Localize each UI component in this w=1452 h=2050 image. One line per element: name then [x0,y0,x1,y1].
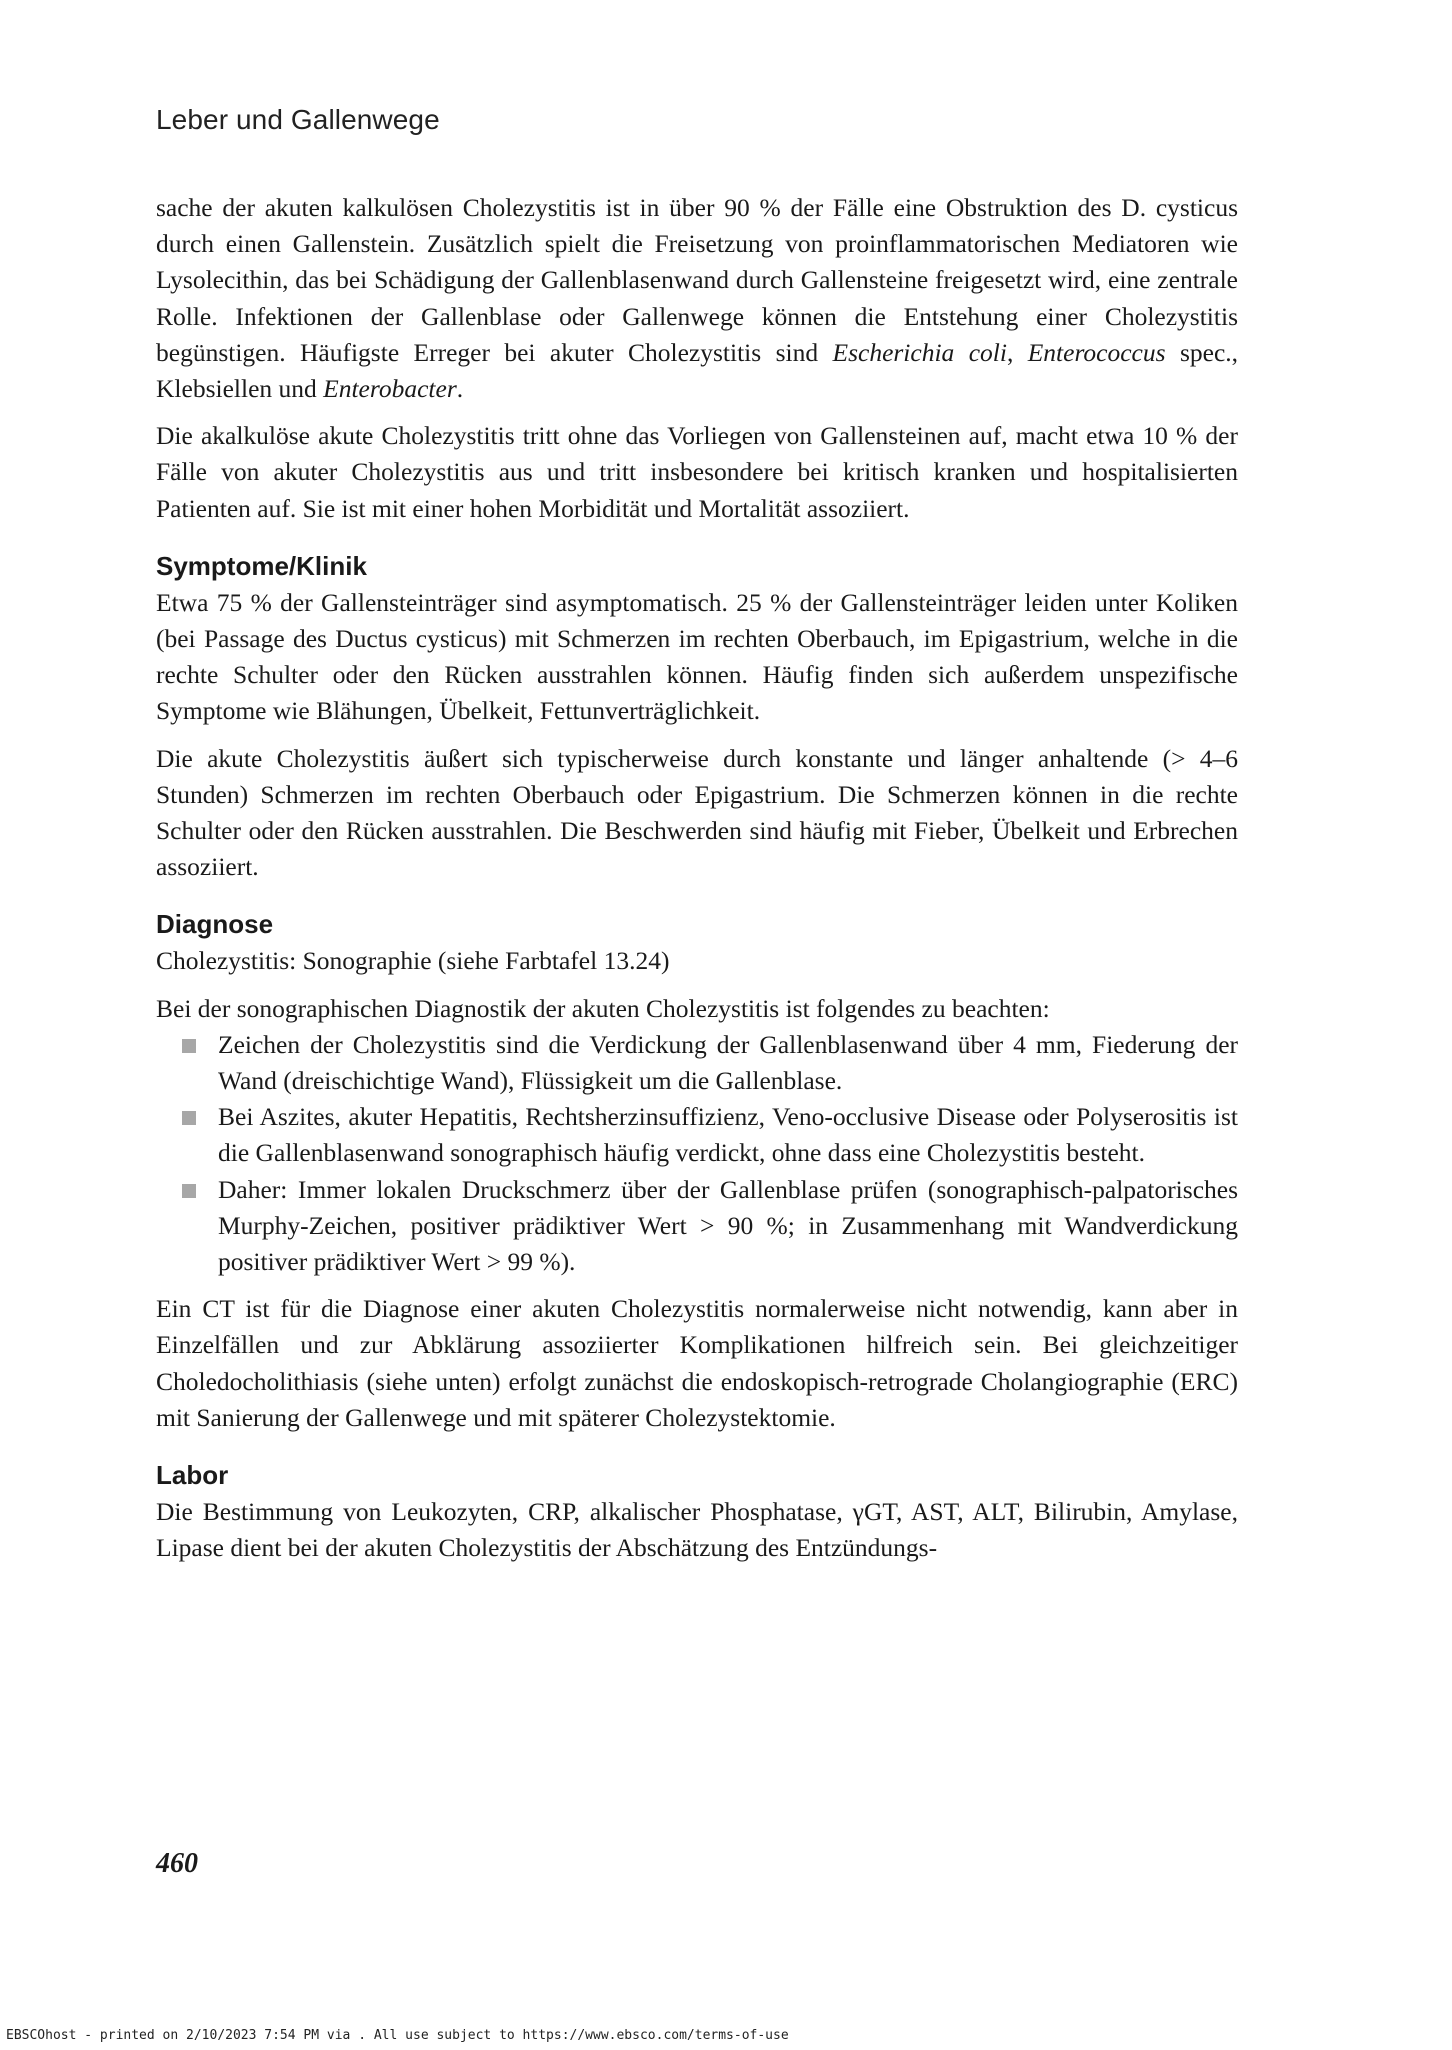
bullet-text: Bei Aszites, akuter Hepatitis, Rechtsherzinsuffizienz, Veno-occlusive Disease oder Polyserositis ist die Gallenblasenwand sonographisch häufig verdickt, ohne dass eine Cholezystitis besteht. [218,1102,1238,1168]
diagnose-paragraph-2: Bei der sonographischen Diagnostik der akuten Cholezystitis ist folgendes zu beachten: [156,993,1050,1023]
body-text [156,190,1238,1578]
square-bullet-icon [182,1184,196,1198]
bullet-text: Zeichen der Cholezystitis sind die Verdickung der Gallenblasenwand über 4 mm, Fiederung der Wand (dreischichtige Wand), Flüssigkeit um die Gallenblase. [218,1029,1238,1096]
intro-paragraph-1 [156,190,1238,407]
intro-text-1: sache der akuten kalkulösen Cholezystitis ist in über 90 % der Fälle eine Obstruktion des D. cysticus durch einen Gallenstein. Zusätzlich spielt die Freisetzung von proinflammatorischen Mediatoren wie Lysolecithin, das bei Schädigung der Gallenblasenwand durch Gallensteine freigesetzt wird, eine zentrale Rolle. Infektionen der Gallenblase oder Gallenwege können die Entstehung einer Cholezystitis begünstigen. Häufigste Erreger bei akuter Cholezystitis sind [156,193,1238,367]
pathogen-escherichia-coli: Escherichia coli [832,337,1007,367]
intro-text-end: . [456,374,464,404]
list-item [218,1027,1238,1099]
pathogen-enterobacter: Enterobacter [323,374,457,404]
symptome-paragraph-2: Die akute Cholezystitis äußert sich typischerweise durch konstante und länger anhaltende (> 4–6 Stunden) Schmerzen im rechten Oberbauch oder Epigastrium. Die Schmerzen können in die rechte Schulter oder den Rücken ausstrahlen. Die Beschwerden sind häufig mit Fieber, Übelkeit und Erbrechen assoziiert. [156,743,1238,882]
list-item [218,1099,1238,1171]
diagnose-bullet-list [156,1027,1238,1280]
square-bullet-icon [182,1111,196,1125]
intro-sep-1: , [1006,337,1028,367]
labor-paragraph-1: Die Bestimmung von Leukozyten, CRP, alkalischer Phosphatase, γGT, AST, ALT, Bilirubin, Amylase, Lipase dient bei der akuten Cholezystitis der Abschätzung des Entzündungs- [156,1497,1238,1563]
heading-symptome: Symptome/Klinik [156,550,367,581]
diagnose-paragraph-3: Ein CT ist für die Diagnose einer akuten Cholezystitis normalerweise nicht notwendig, kann aber in Einzelfällen und zur Abklärung assoziierter Komplikationen hilfreich sein. Bei gleichzeitiger Choledocholithiasis (siehe unten) erfolgt zunächst die endoskopisch-retrograde Cholangiographie (ERC) mit Sanierung der Gallenwege und mit späterer Cholezystektomie. [156,1294,1238,1432]
intro-text-2: spec., Klebsiellen und [156,337,1239,404]
bullet-text: Daher: Immer lokalen Druckschmerz über der Gallenblase prüfen (sonographisch-palpatorisches Murphy-Zeichen, positiver prädiktiver Wert > 90 %; in Zusammenhang mit Wandverdickung positiver prädiktiver Wert > 99 %). [218,1174,1238,1277]
print-footer: EBSCOhost - printed on 2/10/2023 7:54 PM via . All use subject to https://www.ebsco.com/terms-of-use [6,2028,789,2043]
heading-labor: Labor [156,1460,229,1491]
running-head-title: Leber und Gallenwege [156,104,440,135]
page-number: 460 [156,1848,198,1879]
pathogen-enterococcus: Enterococcus [1027,337,1166,367]
heading-diagnose: Diagnose [156,909,274,940]
square-bullet-icon [182,1039,196,1053]
diagnose-paragraph-1: Cholezystitis: Sonographie (siehe Farbtafel 13.24) [156,946,670,976]
intro-paragraph-2: Die akalkulöse akute Cholezystitis tritt ohne das Vorliegen von Gallensteinen auf, macht etwa 10 % der Fälle von akuter Cholezystitis aus und tritt insbesondere bei kritisch kranken und hospitalisierten Patienten auf. Sie ist mit einer hohen Morbidität und Mortalität assoziiert. [156,421,1238,523]
symptome-paragraph-1: Etwa 75 % der Gallensteinträger sind asymptomatisch. 25 % der Gallensteinträger leiden unter Koliken (bei Passage des Ductus cysticus) mit Schmerzen im rechten Oberbauch, im Epigastrium, welche in die rechte Schulter oder den Rücken ausstrahlen können. Häufig finden sich außerdem unspezifische Symptome wie Blähungen, Übelkeit, Fettunverträglichkeit. [156,587,1238,726]
list-item [218,1172,1238,1281]
